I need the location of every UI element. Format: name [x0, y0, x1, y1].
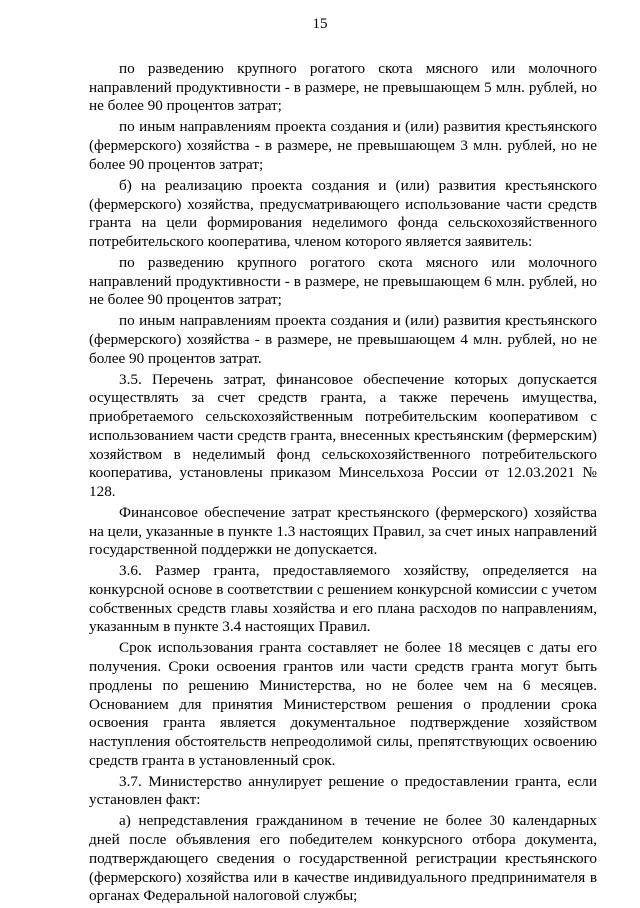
paragraph-3-5: 3.5. Перечень затрат, финансовое обеспечение которых допускается осуществлять за счет средств гранта, а также перечень имущества, приобретаемого сельскохозяйственным потребительским кооперативом с использованием части средств гранта, внесенных крестьянским (фермерским) хозяйством в неделимый фонд сельскохозяйственного потребительского кооператива, установлены приказом Минсельхоза России от 12.03.2021 № 128.	[89, 370, 597, 500]
paragraph-3-7: 3.7. Министерство аннулирует решение о предоставлении гранта, если установлен факт:	[89, 772, 597, 809]
paragraph-other-grant-3mln: по иным направлениям проекта создания и (или) развития крестьянского (фермерского) хозяйства - в размере, не превышающем 3 млн. рублей, но не более 90 процентов затрат;	[89, 118, 597, 173]
paragraph-3-6: 3.6. Размер гранта, предоставляемого хозяйству, определяется на конкурсной основе в соответствии с решением конкурсной комиссии с учетом собственных средств главы хозяйства и его плана расходов по направлениям, указанным в пункте 3.4 настоящих Правил.	[89, 562, 597, 636]
document-body	[89, 60, 597, 908]
paragraph-cattle-grant-6mln: по разведению крупного рогатого скота мясного или молочного направлений продуктивности - в размере, не превышающем 6 млн. рублей, но не более 90 процентов затрат;	[89, 253, 597, 309]
paragraph-other-grant-4mln: по иным направлениям проекта создания и (или) развития крестьянского (фермерского) хозяйства - в размере, не превышающем 4 млн. рублей, но не более 90 процентов затрат.	[89, 312, 597, 367]
paragraph-item-b: б) на реализацию проекта создания и (или) развития крестьянского (фермерского) хозяйства, предусматривающего использование части средств гранта на цели формирования неделимого фонда сельскохозяйственного потребительского кооператива, членом которого является заявитель:	[89, 176, 597, 250]
page-number: 15	[312, 16, 328, 32]
paragraph-grant-term: Срок использования гранта составляет не более 18 месяцев с даты его получения. Сроки освоения грантов или части средств гранта могут быть продлены по решению Министерства, но не более чем на 6 месяцев. Основанием для принятия Министерством решения о продлении срока освоения гранта является документальное подтверждение хозяйством наступления обстоятельств непреодолимой силы, препятствующих освоению средств гранта в установленный срок.	[89, 639, 597, 769]
paragraph-cattle-grant-5mln: по разведению крупного рогатого скота мясного или молочного направлений продуктивности - в размере, не превышающем 5 млн. рублей, но не более 90 процентов затрат;	[89, 60, 597, 115]
paragraph-item-a: а) непредставления гражданином в течение не более 30 календарных дней после объявления его победителем конкурсного отбора документа, подтверждающего сведения о государственной регистрации крестьянского (фермерского) хозяйства или в качестве индивидуального предпринимателя в органах Федеральной налоговой службы;	[89, 812, 597, 905]
paragraph-financing-restriction: Финансовое обеспечение затрат крестьянского (фермерского) хозяйства на цели, указанные в пункте 1.3 настоящих Правил, за счет иных направлений государственной поддержки не допускается.	[89, 503, 597, 559]
